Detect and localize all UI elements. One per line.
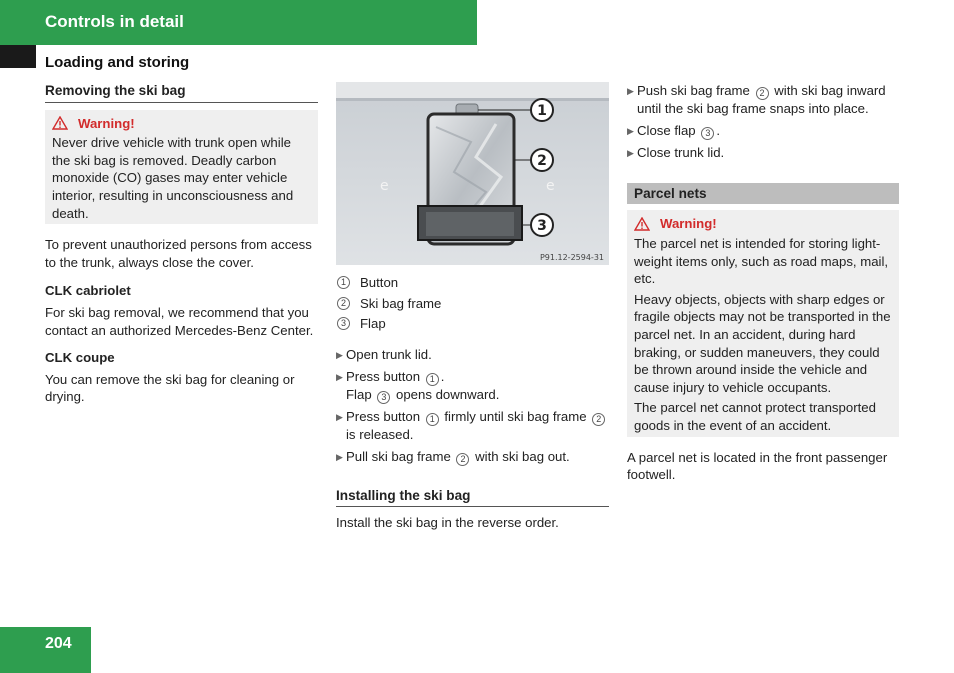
warning-title: Warning! [52,115,311,133]
warning-text: Never drive vehicle with trunk open while the ski bag is removed. Deadly carbon monoxide (CO) gases may enter vehicle interior, resulting in unconsciousness and death. [52,135,294,221]
warning-box-co [45,110,318,225]
section-title: Loading and storing [45,54,190,71]
callout-2-label: 2 [537,153,547,169]
bullet-arrow-icon: ▶ [336,412,343,423]
section-marker [0,45,36,68]
warning-text: The parcel net is intended for storing light-weight items only, such as road maps, mail, etc. [634,235,889,287]
step-item: ▶ Push ski bag frame 2 with ski bag inward until the ski bag frame snaps into place. [627,83,886,116]
bullet-arrow-icon: ▶ [627,125,634,136]
paragraph-install: Install the ski bag in the reverse order. [336,515,559,531]
callout-3-label: 3 [537,218,547,234]
figure-legend [336,274,609,333]
step-item: ▶ Pull ski bag frame 2 with ski bag out. [336,448,609,467]
bullet-arrow-icon: ▶ [336,451,343,462]
step-item: ▶ Close trunk lid. [627,144,899,163]
warning-text: The parcel net cannot protect transported goods in the event of an accident. [634,400,876,433]
heading-parcel-nets: Parcel nets [627,183,899,205]
column-middle [336,82,609,532]
callout-1-label: 1 [537,103,547,119]
step-item: ▶ Open trunk lid. [336,346,609,365]
paragraph-clk-coupe: You can remove the ski bag for cleaning or drying. [45,371,295,405]
step-item: ▶ Press button 1 . Flap 3 opens downward. [336,369,500,403]
warning-text: Heavy objects, objects with sharp edges or fragile objects may not be transported in the parcel net. In an accident, during hard braking, or sudden maneuvers, they could be thrown around inside the vehicle and cause injury to vehicle occupants. [634,291,891,395]
heading-clk-cabriolet: CLK cabriolet [45,283,131,299]
heading-removing-ski-bag: Removing the ski bag [45,82,318,103]
chapter-header [0,0,477,45]
step-item: ▶ Close flap 3 . [627,122,899,141]
warning-title: Warning! [634,215,892,233]
install-steps [627,82,899,163]
warning-icon [634,217,650,231]
legend-item: 1 Button [336,274,609,292]
warning-box-parcel-net [627,210,899,436]
ski-bag-illustration [336,82,609,265]
heading-installing-ski-bag: Installing the ski bag [336,487,609,508]
trunk-ski-bag-drawing [336,82,609,265]
figure-code: P91.12-2594-31 [539,253,604,262]
bullet-arrow-icon: ▶ [336,372,343,383]
heading-clk-coupe: CLK coupe [45,350,115,366]
bullet-arrow-icon: ▶ [627,148,634,159]
warning-icon [52,116,68,130]
paragraph-access: To prevent unauthorized persons from access to the trunk, always close the cover. [45,237,312,270]
seat-logo-right: e [546,178,555,194]
bullet-arrow-icon: ▶ [627,86,634,96]
seat-logo-left: e [380,178,389,194]
chapter-title: Controls in detail [45,12,184,31]
page-number: 204 [45,635,72,652]
paragraph-parcel-net-location: A parcel net is located in the front passenger footwell. [627,449,888,483]
step-item: ▶ Press button 1 firmly until ski bag frame 2 is released. [336,408,609,444]
column-right [627,82,899,484]
legend-item: 2 Ski bag frame [336,295,609,313]
column-left [45,82,318,406]
page-number-tab [0,627,91,673]
removal-steps [336,346,609,467]
paragraph-clk-cabriolet: For ski bag removal, we recommend that you contact an authorized Mercedes-Benz Center. [45,304,314,338]
legend-item: 3 Flap [336,315,609,333]
bullet-arrow-icon: ▶ [336,349,343,360]
